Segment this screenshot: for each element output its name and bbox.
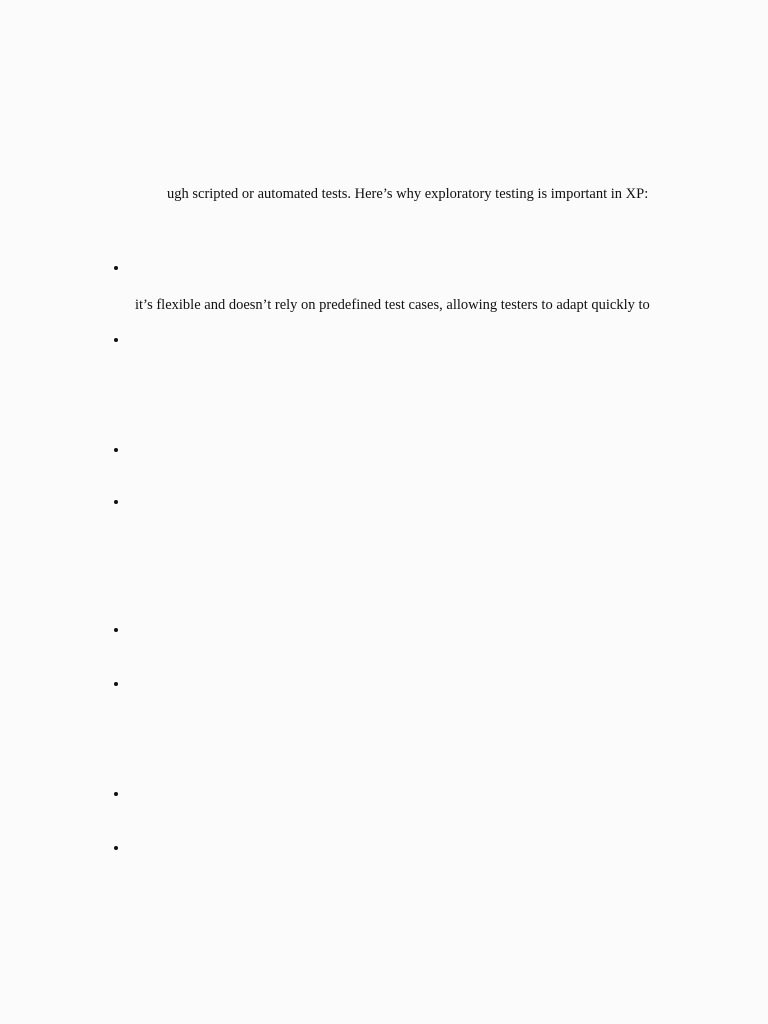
bullet-point-7: [112, 790, 120, 798]
bullet-point-8: [112, 844, 120, 852]
bullet-point-2: [112, 336, 120, 344]
bullet-point-3: [112, 446, 120, 454]
paragraph-line-2: it’s flexible and doesn’t rely on predefined test cases, allowing testers to adapt quickly to: [135, 297, 650, 313]
bullet-point-4: [112, 498, 120, 506]
bullet-point-1: [112, 264, 120, 272]
paragraph-line-1: ugh scripted or automated tests. Here’s why exploratory testing is important in XP:: [167, 186, 649, 202]
bullet-point-6: [112, 680, 120, 688]
bullet-point-5: [112, 626, 120, 634]
